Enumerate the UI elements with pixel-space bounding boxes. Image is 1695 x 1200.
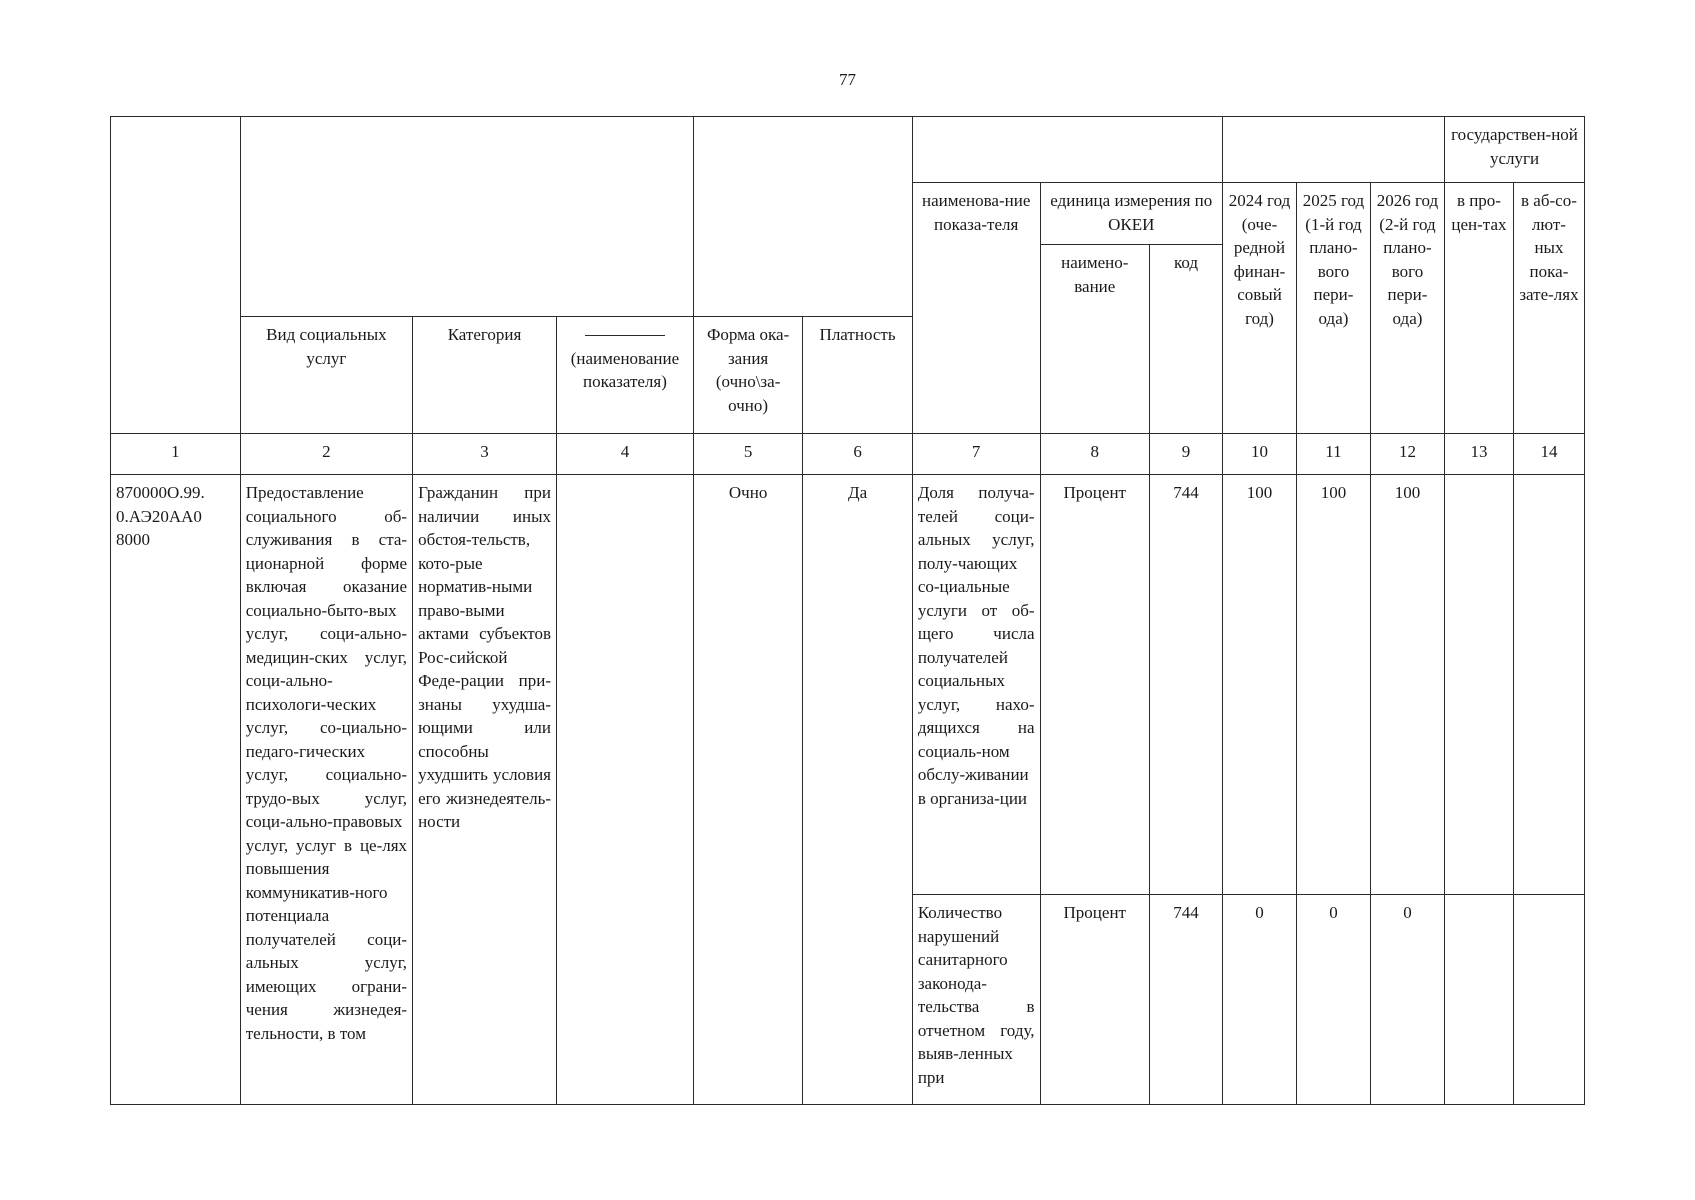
page-number: 77 xyxy=(839,70,856,89)
indicator-2-2024: 0 xyxy=(1223,895,1297,1105)
row-forma: Очно xyxy=(693,475,802,1105)
indicator-1-2025: 100 xyxy=(1297,475,1371,895)
indicator-2-pct xyxy=(1445,895,1514,1105)
header-2026: 2026 год (2-й год плано-вого пери-ода) xyxy=(1370,183,1444,434)
blank-line xyxy=(585,335,665,340)
row-kategoriya: Гражданин при наличии иных обстоя-тельств, кото-рые норматив-ными право-выми актами субъектов Рос-сийской Феде-рации при-знаны ухудша-ющими или способны ухудшить условия его жизнедеятель-ности xyxy=(413,475,557,1105)
colnum-11: 11 xyxy=(1297,434,1371,475)
indicators-table xyxy=(110,116,1585,1105)
indicator-1-name: Доля получа-телей соци-альных услуг, полу-чающих со-циальные услуги от об-щего числа получателей социальных услуг, нахо-дящихся на социаль-ном обслу-живании в организа-ции xyxy=(912,475,1040,895)
header-naim-col4: (наименование показателя) xyxy=(557,317,694,434)
row-platnost: Да xyxy=(803,475,912,1105)
header-group-blank-1 xyxy=(240,117,693,317)
header-2025: 2025 год (1-й год плано-вого пери-ода) xyxy=(1297,183,1371,434)
header-kod: код xyxy=(1150,245,1223,434)
indicator-2-unit: Процент xyxy=(1040,895,1149,1105)
row-vid-uslug: Предоставление социального об-служивания в ста-ционарной форме включая оказание социально-быто-вых услуг, соци-ально-медицин-ских услуг, соци-ально-психологи-ческих услуг, со-циально-педаго-гических услуг, социально-трудо-вых услуг, соци-ально-правовых услуг, услуг в це-лях повышения коммуникатив-ного потенциала получателей соци-альных услуг, имеющих ограни-чения жизнедея-тельности, в том xyxy=(240,475,412,1105)
indicator-2-2025: 0 xyxy=(1297,895,1371,1105)
header-group-blank-3 xyxy=(912,117,1222,183)
row-col4 xyxy=(557,475,694,1105)
header-naim-pokazatelya: наименова-ние показа-теля xyxy=(912,183,1040,434)
indicator-2-abs xyxy=(1513,895,1584,1105)
header-gos-uslugi: государствен-ной услуги xyxy=(1445,117,1585,183)
header-group-blank-2 xyxy=(693,117,912,317)
indicator-2-2026: 0 xyxy=(1370,895,1444,1105)
indicator-2-kod: 744 xyxy=(1150,895,1223,1105)
colnum-5: 5 xyxy=(693,434,802,475)
header-edinica: единица измерения по ОКЕИ xyxy=(1040,183,1222,245)
colnum-1: 1 xyxy=(111,434,241,475)
indicator-1-unit: Процент xyxy=(1040,475,1149,895)
indicator-1-pct xyxy=(1445,475,1514,895)
colnum-13: 13 xyxy=(1445,434,1514,475)
header-naimenovanie: наимено-вание xyxy=(1040,245,1149,434)
indicator-1-2026: 100 xyxy=(1370,475,1444,895)
colnum-7: 7 xyxy=(912,434,1040,475)
header-group-blank-4 xyxy=(1223,117,1445,183)
indicator-1-2024: 100 xyxy=(1223,475,1297,895)
colnum-6: 6 xyxy=(803,434,912,475)
header-v-absolyutnyh: в аб-со-лют-ных пока-зате-лях xyxy=(1513,183,1584,434)
header-2024: 2024 год (оче-редной финан-совый год) xyxy=(1223,183,1297,434)
colnum-9: 9 xyxy=(1150,434,1223,475)
indicator-1-kod: 744 xyxy=(1150,475,1223,895)
colnum-3: 3 xyxy=(413,434,557,475)
indicator-2-name: Количество нарушений санитарного законода-тельства в отчетном году, выяв-ленных при xyxy=(912,895,1040,1105)
header-vid-uslug: Вид социальных услуг xyxy=(240,317,412,434)
header-forma: Форма ока-зания (очно\за-очно) xyxy=(693,317,802,434)
colnum-4: 4 xyxy=(557,434,694,475)
indicator-1-abs xyxy=(1513,475,1584,895)
colnum-10: 10 xyxy=(1223,434,1297,475)
header-platnost: Платность xyxy=(803,317,912,434)
colnum-14: 14 xyxy=(1513,434,1584,475)
header-kategoriya: Категория xyxy=(413,317,557,434)
colnum-8: 8 xyxy=(1040,434,1149,475)
colnum-2: 2 xyxy=(240,434,412,475)
colnum-12: 12 xyxy=(1370,434,1444,475)
header-col1-empty xyxy=(111,117,241,434)
header-v-procentah: в про-цен-тах xyxy=(1445,183,1514,434)
row-code: 870000О.99. 0.АЭ20АА0 8000 xyxy=(111,475,241,1105)
